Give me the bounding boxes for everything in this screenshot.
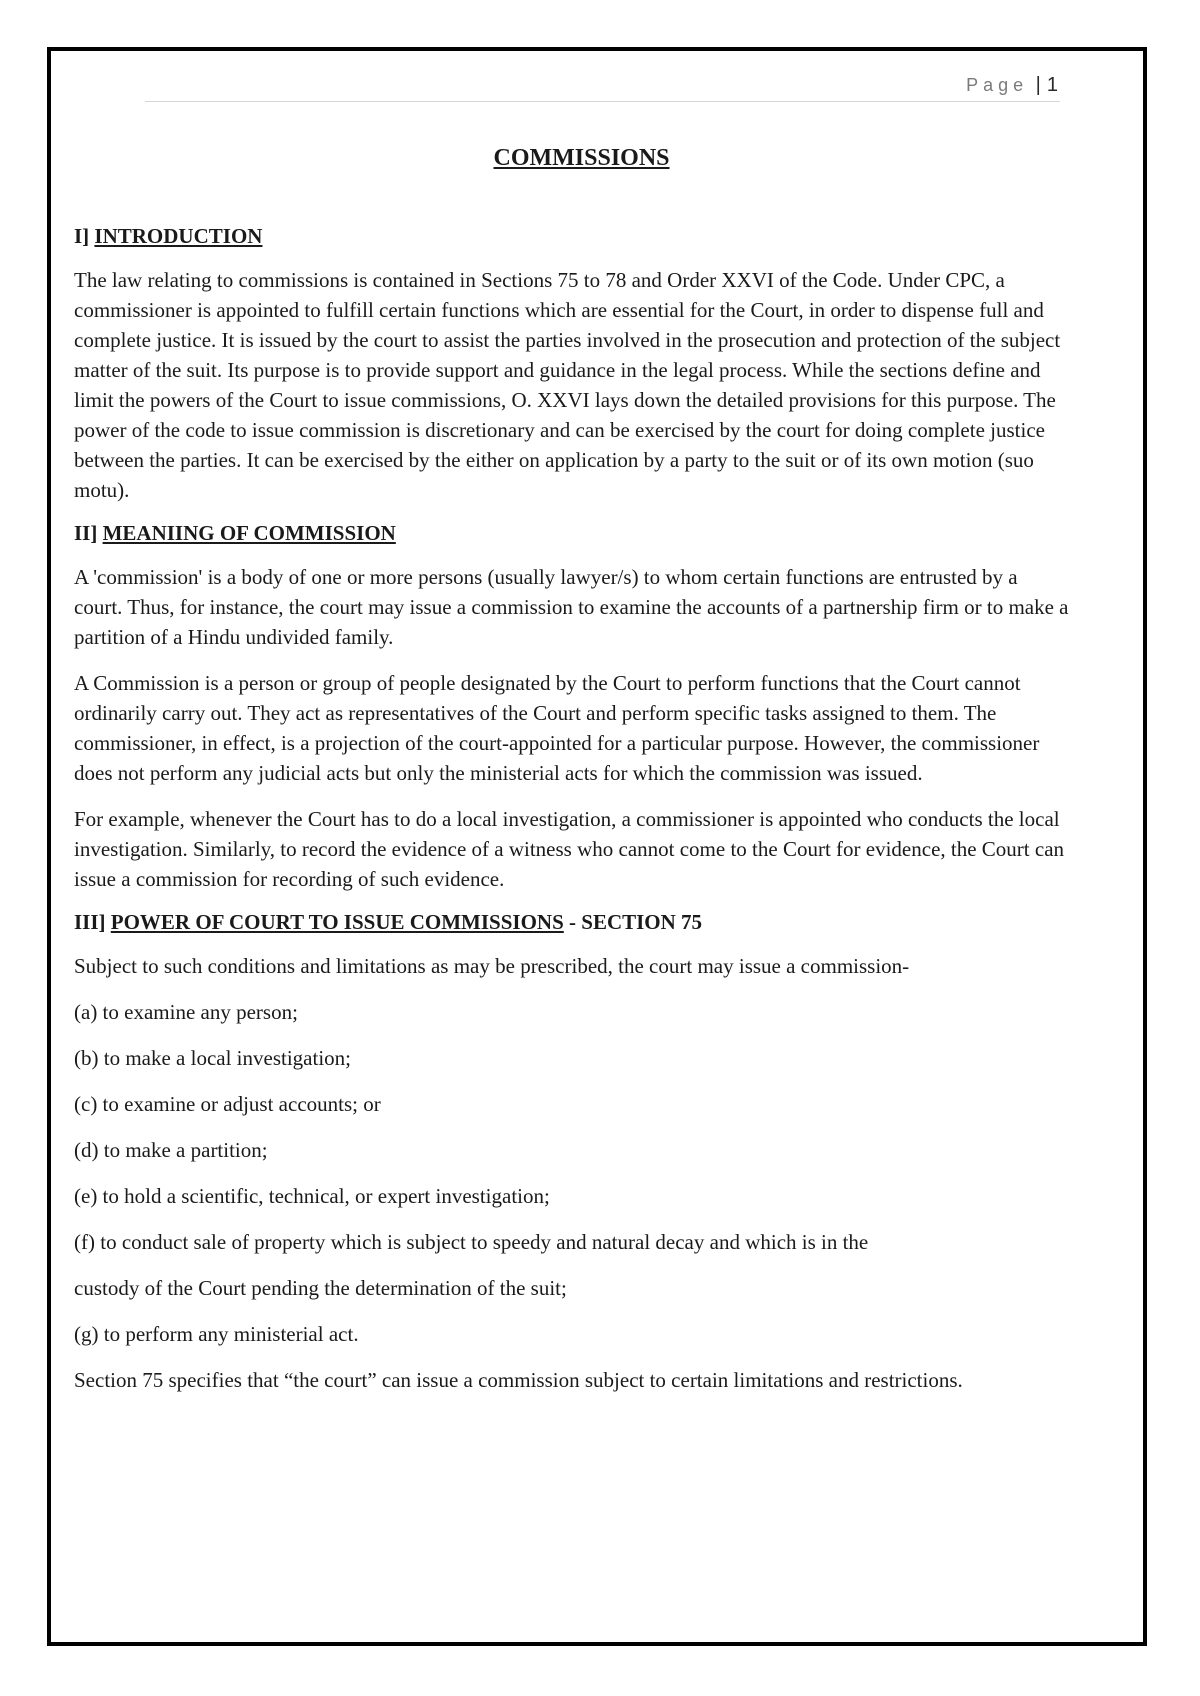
meaning-paragraph-1: A 'commission' is a body of one or more persons (usually lawyer/s) to whom certain functions are entrusted by a court. Thus, for instance, the court may issue a commission to examine the accounts of a partnership firm or to make a partition of a Hindu undivided family. — [74, 565, 1069, 649]
section-suffix: - SECTION 75 — [563, 910, 703, 934]
meaning-paragraph-2: A Commission is a person or group of people designated by the Court to perform functions that the Court cannot ordinarily carry out. They act as representatives of the Court and perform specific tasks assigned to them. The commissioner, in effect, is a projection of the court-appointed for a particular purpose. However, the commissioner does not perform any judicial acts but only the ministerial acts for which the commission was issued. — [74, 671, 1040, 785]
page-number-indicator — [966, 74, 1058, 97]
list-item: (d) to make a partition; — [74, 1138, 268, 1162]
section-title: INTRODUCTION — [94, 224, 263, 248]
section-title: POWER OF COURT TO ISSUE COMMISSIONS — [110, 910, 564, 934]
section-heading-meaning — [74, 521, 1069, 546]
document-body — [74, 145, 1069, 1411]
closing-paragraph: Section 75 specifies that “the court” can issue a commission subject to certain limitations and restrictions. — [74, 1368, 963, 1392]
list-item: (f) to conduct sale of property which is subject to speedy and natural decay and which is in the — [74, 1230, 869, 1254]
page-separator: | — [1035, 74, 1041, 96]
list-item: (g) to perform any ministerial act. — [74, 1322, 359, 1346]
section-heading-power — [74, 910, 1069, 935]
power-intro: Subject to such conditions and limitations as may be prescribed, the court may issue a commission- — [74, 954, 910, 978]
list-item: (c) to examine or adjust accounts; or — [74, 1092, 381, 1116]
meaning-paragraph-3: For example, whenever the Court has to do a local investigation, a commissioner is appointed who conducts the local investigation. Similarly, to record the evidence of a witness who cannot come to the Court for evidence, the Court can issue a commission for recording of such evidence. — [74, 807, 1065, 891]
section-number: I] — [74, 224, 90, 248]
list-item: (a) to examine any person; — [74, 1000, 298, 1024]
document-title: COMMISSIONS — [493, 145, 670, 171]
intro-paragraph: The law relating to commissions is contained in Sections 75 to 78 and Order XXVI of the Code. Under CPC, a commissioner is appointed to fulfill certain functions which are essential for the Court, in order to dispense full and complete justice. It is issued by the court to assist the parties involved in the prosecution and protection of the subject matter of the suit. Its purpose is to provide support and guidance in the legal process. While the sections define and limit the powers of the Court to issue commissions, O. XXVI lays down the detailed provisions for this purpose. The power of the code to issue commission is discretionary and can be exercised by the court for doing complete justice between the parties. It can be exercised by the either on application by a party to the suit or of its own motion (suo motu). — [74, 268, 1061, 502]
list-item: (e) to hold a scientific, technical, or expert investigation; — [74, 1184, 550, 1208]
list-item: (b) to make a local investigation; — [74, 1046, 351, 1070]
section-number: III] — [74, 910, 106, 934]
page-header — [145, 72, 1060, 102]
section-heading-introduction — [74, 224, 1069, 249]
section-title: MEANIING OF COMMISSION — [102, 521, 396, 545]
list-item: custody of the Court pending the determination of the suit; — [74, 1276, 567, 1300]
page-number: 1 — [1046, 74, 1058, 96]
page-label: Page — [966, 75, 1029, 95]
section-number: II] — [74, 521, 98, 545]
